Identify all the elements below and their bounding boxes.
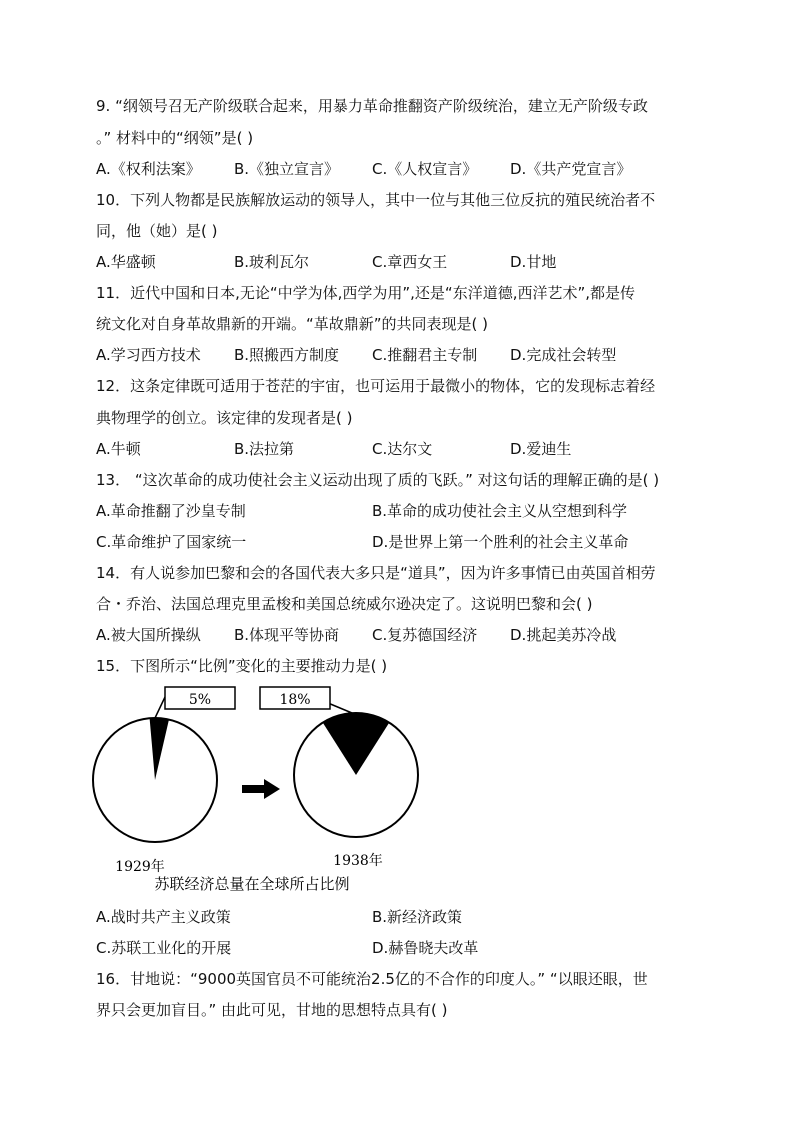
question-11-option-a: A.学习西方技术 <box>96 346 201 364</box>
question-10-option-b: B.玻利瓦尔 <box>234 253 310 271</box>
question-9-option-a: A.《权利法案》 <box>96 160 201 178</box>
question-10-line-1: 10．下列人物都是民族解放运动的领导人，其中一位与其他三位反抗的殖民统治者不 <box>96 191 656 209</box>
question-12-option-b: B.法拉第 <box>234 440 295 458</box>
question-13-line-1: 13． “这次革命的成功使社会主义运动出现了质的飞跃。” 对这句话的理解正确的是( ) <box>96 471 660 489</box>
question-12-option-c: C.达尔文 <box>372 440 433 458</box>
question-12-option-a: A.牛顿 <box>96 440 141 458</box>
question-16-line-2: 界只会更加盲目。” 由此可见，甘地的思想特点具有( ) <box>96 1001 448 1019</box>
question-15-option-c: C.苏联工业化的开展 <box>96 939 232 957</box>
question-13-option-c: C.革命维护了国家统一 <box>96 533 247 551</box>
question-15-option-b: B.新经济政策 <box>372 908 463 926</box>
question-12-line-2: 典物理学的创立。该定律的发现者是( ) <box>96 409 353 427</box>
pie-1929-year: 1929年 <box>115 859 165 875</box>
question-11-line-1: 11．近代中国和日本,无论“中学为体,西学为用”,还是“东洋道德,西洋艺术”,都是传 <box>96 284 636 302</box>
question-14-line-1: 14．有人说参加巴黎和会的各国代表大多只是“道具”，因为许多事情已由英国首相劳 <box>96 564 656 582</box>
pie-1929-label: 5% <box>188 692 212 708</box>
question-9-line-2: 。” 材料中的“纲领”是( ) <box>96 129 254 147</box>
pie-1929-leader-line <box>155 697 165 718</box>
question-16-line-1: 16．甘地说：“9000英国官员不可能统治2.5亿的不合作的印度人。” “以眼还眼，世 <box>96 970 648 988</box>
question-15-option-d: D.赫鲁晓夫改革 <box>372 939 479 957</box>
question-14-option-a: A.被大国所操纵 <box>96 626 201 644</box>
question-9-option-b: B.《独立宣言》 <box>234 160 340 178</box>
question-13-option-d: D.是世界上第一个胜利的社会主义革命 <box>372 533 629 551</box>
question-12-line-1: 12．这条定律既可适用于苍茫的宇宙，也可运用于最微小的物体，它的发现标志着经 <box>96 377 656 395</box>
pie-1938-leader-line <box>328 703 352 713</box>
question-12-option-d: D.爱迪生 <box>510 440 572 458</box>
pie-figure <box>92 685 432 895</box>
pie-1938-label: 18% <box>279 692 311 708</box>
arrow-icon <box>242 779 280 799</box>
question-10-option-c: C.章西女王 <box>372 253 448 271</box>
question-11-line-2: 统文化对自身革故鼎新的开端。“革故鼎新”的共同表现是( ) <box>96 315 489 333</box>
question-11-option-c: C.推翻君主专制 <box>372 346 478 364</box>
question-10-option-d: D.甘地 <box>510 253 557 271</box>
question-14-option-d: D.挑起美苏冷战 <box>510 626 617 644</box>
question-13-option-a: A.革命推翻了沙皇专制 <box>96 502 246 520</box>
question-14-option-c: C.复苏德国经济 <box>372 626 478 644</box>
pie-figure-svg <box>92 685 432 895</box>
question-11-option-b: B.照搬西方制度 <box>234 346 340 364</box>
question-11-option-d: D.完成社会转型 <box>510 346 617 364</box>
question-14-option-b: B.体现平等协商 <box>234 626 340 644</box>
question-15-line-1: 15．下图所示“比例”变化的主要推动力是( ) <box>96 657 388 675</box>
question-9-option-c: C.《人权宣言》 <box>372 160 478 178</box>
question-14-line-2: 合・乔治、法国总理克里孟梭和美国总统威尔逊决定了。这说明巴黎和会( ) <box>96 595 593 613</box>
figure-caption: 苏联经济总量在全球所占比例 <box>154 875 350 893</box>
question-13-option-b: B.革命的成功使社会主义从空想到科学 <box>372 502 628 520</box>
question-15-option-a: A.战时共产主义政策 <box>96 908 231 926</box>
pie-1938-year: 1938年 <box>333 853 383 869</box>
question-9-line-1: 9. “纲领号召无产阶级联合起来，用暴力革命推翻资产阶级统治，建立无产阶级专政 <box>96 97 648 115</box>
question-9-option-d: D.《共产党宣言》 <box>510 160 632 178</box>
question-10-option-a: A.华盛顿 <box>96 253 156 271</box>
question-10-line-2: 同，他（她）是( ) <box>96 222 218 240</box>
